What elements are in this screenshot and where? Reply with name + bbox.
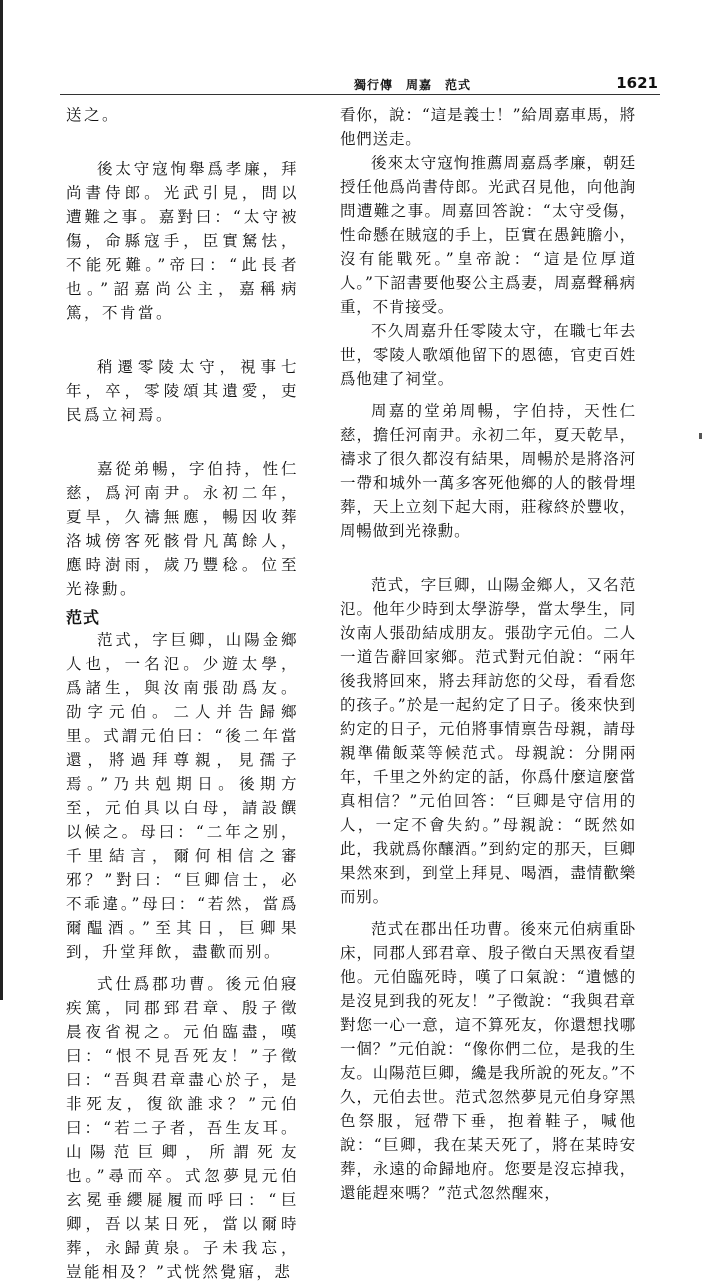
right-paragraph: 范式在郡出任功曹。後來元伯病重卧床，同郡人郅君章、殷子徵白天黑夜看望他。元伯臨死時，嘆了口氣說：“遺憾的是沒見到我的死友！”子徵說：“我與君章對您一心一意，這不算死友，你還想找哪一個？”元伯說：“像你們二位，是我的生友。山陽范巨卿，纔是我所說的死友。”不久，元伯去世。范式忽然夢見元伯身穿黑色祭服，冠帶下垂，抱着鞋子，喊他說：“巨卿，我在某天死了，將在某時安葬，永遠的命歸地府。您要是沒忘掉我，還能趕來嗎？”范式忽然醒來， [340, 920, 636, 1202]
left-paragraph: 范式，字巨卿，山陽金鄉人也，一名氾。少遊太學，爲諸生，與汝南張劭爲友。劭字元伯。二人并告歸鄉里。式謂元伯曰：“後二年當還，將過拜尊親，見孺子焉。”乃共剋期日。後期方至，元伯具以白母，請設饌以候之。母曰：“二年之别，千里結言，爾何相信之審邪？”對曰：“巨卿信士，必不乖違。”母曰：“若然，當爲爾醖酒。”至其日，巨卿果到，升堂拜飲，盡歡而别。 [66, 631, 299, 961]
running-title: 獨行傳 周嘉 范式 [354, 78, 472, 92]
right-column-translation [340, 103, 636, 1205]
left-paragraph: 稍遷零陵太守，視事七年，卒，零陵頌其遺愛，吏民爲立祠焉。 [66, 358, 299, 424]
header-rule [60, 94, 660, 95]
right-paragraph: 周嘉的堂弟周暢，字伯持，天性仁慈，擔任河南尹。永初二年，夏天乾旱，禱求了很久都沒有結果，周暢於是將洛河一帶和城外一萬多客死他鄉的人的骸骨埋葬，天上立刻下起大雨，莊稼終於豐收，周暢做到光祿勳。 [340, 402, 636, 540]
left-paragraph: 嘉從弟暢，字伯持，性仁慈，爲河南尹。永初二年，夏旱，久禱無應，暢因收葬洛城傍客死骸骨凡萬餘人，應時澍雨，歲乃豐稔。位至光祿勳。 [66, 460, 299, 598]
right-paragraph: 後來太守寇恂推薦周嘉爲孝廉，朝廷授任他爲尚書侍郎。光武召見他，向他詢問遭難之事。周嘉回答說：“太守受傷，性命懸在賊寇的手上，臣實在愚鈍膽小，沒有能戰死。”皇帝說：“這是位厚道人。”下詔書要他娶公主爲妻，周嘉聲稱病重，不肯接受。 [340, 154, 636, 316]
right-paragraph: 看你，說：“這是義士！”給周嘉車馬，將他們送走。 [340, 106, 636, 148]
section-heading: 范式 [66, 608, 101, 627]
left-paragraph: 送之。 [66, 106, 121, 124]
page-number: 1621 [616, 74, 658, 92]
page-header [60, 74, 660, 96]
left-paragraph: 式仕爲郡功曹。後元伯寢疾篤，同郡郅君章、殷子徵晨夜省視之。元伯臨盡，嘆曰：“恨不見吾死友！”子徵曰：“吾與君章盡心於子，是非死友，復欲誰求？”元伯曰：“若二子者，吾生友耳。山陽范巨卿，所謂死友也。”尋而卒。式忽夢見元伯玄冕垂纓屣履而呼曰：“巨卿，吾以某日死，當以爾時葬，永歸黄泉。子未我忘，豈能相及？”式恍然覺寤，悲 [66, 975, 299, 1281]
page-edge [0, 0, 3, 1000]
right-paragraph: 范式，字巨卿，山陽金鄉人，又名范氾。他年少時到太學游學，當太學生，同汝南人張劭結成朋友。張劭字元伯。二人一道告辭回家鄉。范式對元伯說：“兩年後我將回來，將去拜訪您的父母，看看您的孩子。”於是一起約定了日子。後來快到約定的日子，元伯將事情禀告母親，請母親準備飯菜等候范式。母親說：分開兩年，千里之外約定的話，你爲什麼這麼當真相信？”元伯回答：“巨卿是守信用的人，一定不會失約。”母親說：“既然如此，我就爲你釀酒。”到約定的那天，巨卿果然來到，到堂上拜見、喝酒，盡情歡樂而别。 [340, 576, 636, 906]
left-column-original-text [66, 103, 299, 1284]
margin-mark [699, 433, 702, 439]
right-paragraph: 不久周嘉升任零陵太守，在職七年去世，零陵人歌頌他留下的恩德，官吏百姓爲他建了祠堂。 [340, 322, 636, 388]
left-paragraph: 後太守寇恂舉爲孝廉，拜尚書侍郎。光武引見，問以遭難之事。嘉對曰：“太守被傷，命縣寇手，臣實駑怯，不能死難。”帝曰：“此長者也。”詔嘉尚公主，嘉稱病篤，不肯當。 [66, 160, 299, 322]
